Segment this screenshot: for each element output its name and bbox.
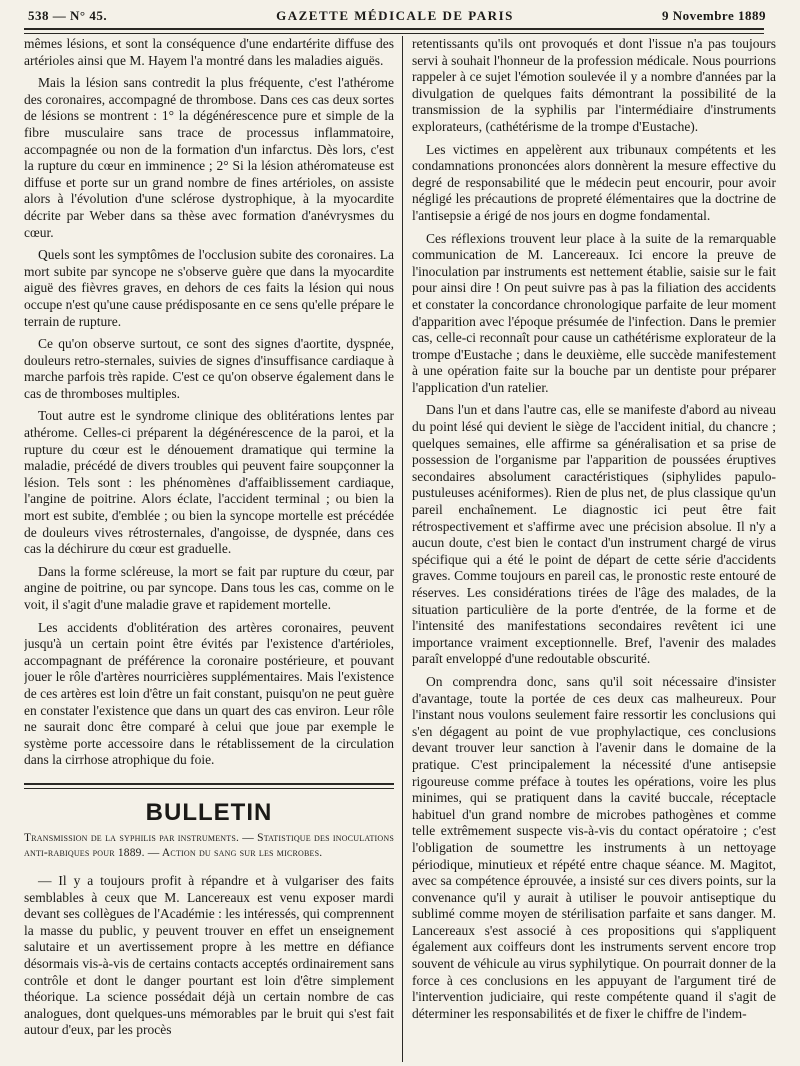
paragraph: Mais la lésion sans contredit la plus fréquente, c'est l'athérome des coronaires, accompagné de thrombose. Dans ces cas deux sortes de lésions se montrent : 1° la dégénérescence pure et simple de la fibre musculaire sans trace de processus inflammatoire, accompagnée ou non de la formation d'un infarctus. Dès lors, c'est la rupture du cœur en imminence ; 2° Si la lésion athéromateuse est diffuse et porte sur un grand nombre de fines artérioles, on assiste alors à l'évolution d'une sclérose dystrophique, à la myocardite décrite par Weber dans sa thèse avec formation d'anévrysmes du cœur. [24,75,394,240]
bulletin-rule [24,783,394,789]
bulletin-subtitle: Transmission de la syphilis par instruments. — Statistique des inoculations anti-rabiques pour 1889. — Action du sang sur les microbes. [24,831,394,859]
header-rule-thin [24,33,764,34]
journal-title: GAZETTE MÉDICALE DE PARIS [276,8,514,23]
paragraph: Quels sont les symptômes de l'occlusion subite des coronaires. La mort subite par syncope ne s'observe guère que dans la myocardite aiguë des fièvres graves, en dehors de ces faits la lésion qui nous occupe n'est qu'une cause prédisposante en ce sens qu'elle prépare le terrain de rupture. [24,247,394,329]
bulletin-paragraph: — Il y a toujours profit à répandre et à vulgariser des faits semblables à ceux que M. Lancereaux est venu exposer mardi devant ses collègues de l'Académie : les intéressés, qui comprennent la masse du public, y peuvent trouver en effet un enseignement salutaire et un avertissement propre à les mettre en défiance désormais vis-à-vis de certains contacts acceptés ordinairement sans contrôle et dont le danger pourtant est loin d'être simplement théorique. La science possédait déjà un certain nombre de cas analogues, dont quelques-uns mémorables par le bruit qui s'est fait autour d'eux, par les procès [24,872,394,1038]
page-header [24,4,766,26]
right-column [412,36,776,1066]
paragraph: Ce qu'on observe surtout, ce sont des signes d'aortite, dyspnée, douleurs retro-sternales, suivies de signes d'insuffisance cardiaque à marche parfois très rapide. C'est ce qu'on observe également dans le cas de thromboses multiples. [24,336,394,401]
issue-date: 9 Novembre 1889 [661,8,766,23]
page-number: 538 — N° 45. [28,8,108,23]
paragraph: Dans la forme scléreuse, la mort se fait par rupture du cœur, par angine de poitrine, ou par syncope. Dans tous les cas, comme on le voit, il s'agit d'une maladie grave et rapidement mortelle. [24,563,394,612]
paragraph: retentissants qu'ils ont provoqués et dont l'issue n'a pas toujours servi à souhait l'honneur de la profession médicale. Nous pourrions rappeler à ce sujet l'émotion soulevée il y a nombre d'années par la divulgation de quelques faits démontrant la possibilité de la transmission de la syphilis par l'intermédiaire d'instruments explorateurs, (cathétérisme de la trompe d'Eustache). [412,36,776,134]
paragraph: On comprendra donc, sans qu'il soit nécessaire d'insister d'avantage, toute la portée de ces deux cas malheureux. Pour l'instant nous voulons seulement faire ressortir les conclusions qui s'en dégagent au point de vue prophylactique, ces conclusions devant trouver leur sanction à l'avenir dans le domaine de la pratique. C'est principalement la nécessité d'une antisepsie rigoureuse comme préface à toutes les opérations, voire les plus minimes, qui se pratiquent dans la cavité buccale, réceptacle habituel d'un grand nombre de microbes pathogènes et comme telle extrêmement suspecte vis-à-vis du contact opératoire ; c'est l'obligation de soumettre les instruments à un nettoyage périodique, minutieux et répété entre chaque séance. M. Magitot, avec sa compétence éprouvée, a insisté sur ces divers points, sur la convenance qu'il y aurait à utiliser le pouvoir antiseptique du sublimé comme moyen de stérilisation parfaite et sans danger. M. Lancereaux s'est associé à ces propositions qui s'appliquent également aux coiffeurs dont les instruments servent encore trop souvent de véhicule au virus syphilytique. On pourrait donner de la force à ces conclusions en les appuyant de l'argument tiré de l'intervention judiciaire, qui reste compétente quand il s'agit de déterminer les responsabilités et de fixer le chiffre de l'indem- [412,673,776,1021]
paragraph: mêmes lésions, et sont la conséquence d'une endartérite diffuse des artérioles ainsi que M. Hayem l'a montré dans les maladies aiguës. [24,36,394,68]
paragraph: Les victimes en appelèrent aux tribunaux compétents et les condamnations prononcées alors donnèrent la mesure effective du degré de responsabilité que le médecin peut encourir, pour avoir négligé les précautions de propreté élémentaires que la doctrine de l'antisepsie a érigé de nos jours en dogme fondamental. [412,141,776,223]
left-column [24,36,394,1066]
bulletin-heading: BULLETIN [145,798,273,826]
header-rule [24,28,764,30]
paragraph: Ces réflexions trouvent leur place à la suite de la remarquable communication de M. Lancereaux. Ici encore la preuve de l'inoculation par instruments est nettement établie, saisie sur le fait pour ainsi dire ! On peut suivre pas à pas la filiation des accidents et constater la concordance chronologique parfaite de leur moment d'apparition avec l'époque présumée de l'infection. Dans le premier cas, celle-ci reconnaît pour cause un cathétérisme explorateur de la trompe d'Eustache ; dans le deuxième, elle succède manifestement à une opération faite sur la bouche par un dentiste pour préparer l'application d'un ratelier. [412,230,776,395]
paragraph: Tout autre est le syndrome clinique des oblitérations lentes par athérome. Celles-ci préparent la dégénérescence de la paroi, et la rupture du cœur est le dénouement dramatique qui termine la maladie, précédé de divers troubles qui peuvent faire soupçonner la lésion. Tels sont : les phénomènes d'affaiblissement cardiaque, l'angine de poitrine. Alors éclate, l'accident terminal ; ou bien la mort est subite, d'emblée ; ou bien la syncope mortelle est précédée de douleurs vives rétrosternales, d'angoisse, de dyspnée, dans ces cas la déchirure du cœur est graduelle. [24,408,394,557]
column-divider [402,36,403,1062]
paragraph: Dans l'un et dans l'autre cas, elle se manifeste d'abord au niveau du point lésé qui devient le siège de l'accident initial, du chancre ; quelques semaines, elle affirme sa généralisation et sa prise de possession de l'organisme par l'apparition de poussées éruptives secondaires absolument caractéristiques (siphylides papulo-pustuleuses acéniformes). Rien de plus net, de plus classique qu'un pareil enchaînement. Le diagnostic ici peut être fait rétrospectivement et s'affirme avec une précision absolue. Il n'y a aucun doute, c'est bien le contact d'un instrument chargé de virus spécifique qui a été le point de départ de cette série d'accidents graves. Comme toujours en pareil cas, le pronostic reste entouré de réserves. Les considérations tirées de l'âge des malades, de la situation particulière de la porte d'entrée, de la forme et de l'intensité des manifestations secondaires revêtent ici une importance vraiment exceptionnelle. Bref, l'avenir des malades paraît enveloppé d'une redoutable obscurité. [412,402,776,667]
paragraph: Les accidents d'oblitération des artères coronaires, peuvent jusqu'à un certain point être évités par l'existence d'artérioles, accompagnant de préférence la coronaire postérieure, et pouvant jouer le rôle d'artères nourricières supplémentaires. Mais l'existence de ces artères est loin d'être un fait constant, puisqu'on ne peut guère en constater l'existence que dans un quart des cas environ. Leur rôle ne saurait donc être comparé à celui que joue par exemple le système porte accessoire dans le rétablissement de la circulation dans la cirrhose atrophique du foie. [24,619,394,768]
